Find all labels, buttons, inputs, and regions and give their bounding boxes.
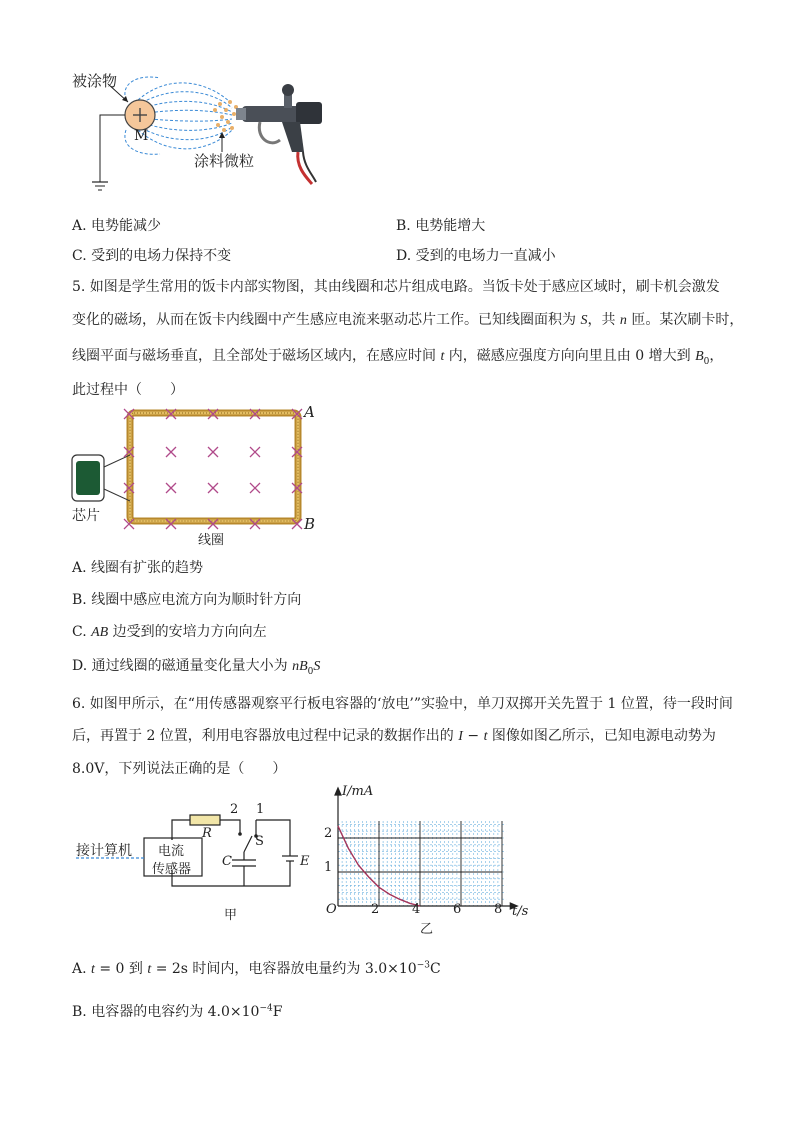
q6-option-b: B. 电容器的电容约为 $4.0\times 10^{-4}F$ [72, 1003, 283, 1020]
graph-xtick-2: 2 [371, 902, 380, 917]
coil-label-A: A [304, 403, 315, 421]
circuit-caption: 甲 [224, 908, 238, 923]
coil-label-B: B [304, 515, 316, 533]
coil-label: 线圈 [198, 533, 225, 548]
q5-line-1: 5. 如图是学生常用的饭卡内部实物图，其由线圈和芯片组成电路。当饭卡处于感应区域时，刷卡机会激发 [72, 279, 720, 295]
coil-figure [70, 403, 330, 548]
circuit-label-R: R [202, 826, 212, 841]
sensor-label-1: 电流 [158, 844, 185, 859]
it-graph [320, 784, 530, 937]
q5-line-3: 线圈平面与磁场垂直，且全部处于磁场区域内，在感应时间 t 内，磁感应强度方向向里且由 0 增大到 $B_0$， [72, 348, 724, 367]
graph-xtick-4: 4 [412, 902, 421, 917]
graph-xlabel: t/s [512, 904, 529, 919]
q4-option-c: C. 受到的电场力保持不变 [72, 248, 232, 264]
q4-option-a: A. 电势能减少 [72, 218, 162, 234]
circuit-label-2: 2 [230, 802, 239, 817]
circuit-diagram [72, 800, 312, 923]
y-axis-arrow [335, 788, 341, 795]
circuit-label-C: C [222, 854, 232, 869]
q6-line-3: 8.0V，下列说法正确的是（ ） [72, 761, 287, 777]
circuit-label-S: S [255, 834, 264, 849]
label-M: M [134, 128, 149, 144]
q4-option-b: B. 电势能增大 [396, 218, 486, 234]
q5-option-a: A. 线圈有扩张的趋势 [72, 560, 204, 576]
graph-caption: 乙 [420, 922, 434, 937]
q5-line-2: 变化的磁场，从而在饭卡内线圈中产生感应电流来驱动芯片工作。已知线圈面积为 S，共 n 匝。某次刷卡时， [72, 312, 744, 328]
q5-line-4: 此过程中（ ） [72, 382, 184, 398]
graph-ytick-2: 2 [324, 826, 333, 841]
sensor-label-2: 传感器 [152, 862, 192, 877]
label-coated-object: 被涂物 [72, 72, 118, 90]
q6-line-2: 后，再置于 2 位置，利用电容器放电过程中记录的数据作出的 I − t 图像如图乙所示，已知电源电动势为 [72, 728, 716, 744]
q4-option-d: D. 受到的电场力一直减小 [396, 248, 556, 264]
graph-ytick-1: 1 [324, 860, 333, 875]
circuit-label-computer: 接计算机 [76, 843, 132, 859]
circuit-label-E: E [300, 854, 310, 869]
graph-xtick-8: 8 [494, 902, 503, 917]
q6-line-1: 6. 如图甲所示，在“用传感器观察平行板电容器的‘放电’”实验中，单刀双掷开关先置于 1 位置，待一段时间 [72, 696, 733, 712]
q5-option-b: B. 线圈中感应电流方向为顺时针方向 [72, 592, 302, 608]
graph-ylabel: I/mA [342, 784, 374, 799]
q5-option-d: D. 通过线圈的磁通量变化量大小为 $nB_0S$ [72, 658, 321, 677]
q5-option-c: C. AB 边受到的安培力方向向左 [72, 624, 267, 640]
label-paint-particles: 涂料微粒 [194, 152, 255, 170]
q6-option-a: A. t = 0 到 t = 2s 时间内，电容器放电量约为 $3.0\times 10^{-3}C$ [72, 960, 441, 977]
chip-label: 芯片 [72, 508, 100, 524]
circuit-label-1: 1 [256, 802, 265, 817]
graph-origin: O [326, 902, 337, 917]
graph-xtick-6: 6 [453, 902, 462, 917]
spray-figure [60, 62, 350, 197]
